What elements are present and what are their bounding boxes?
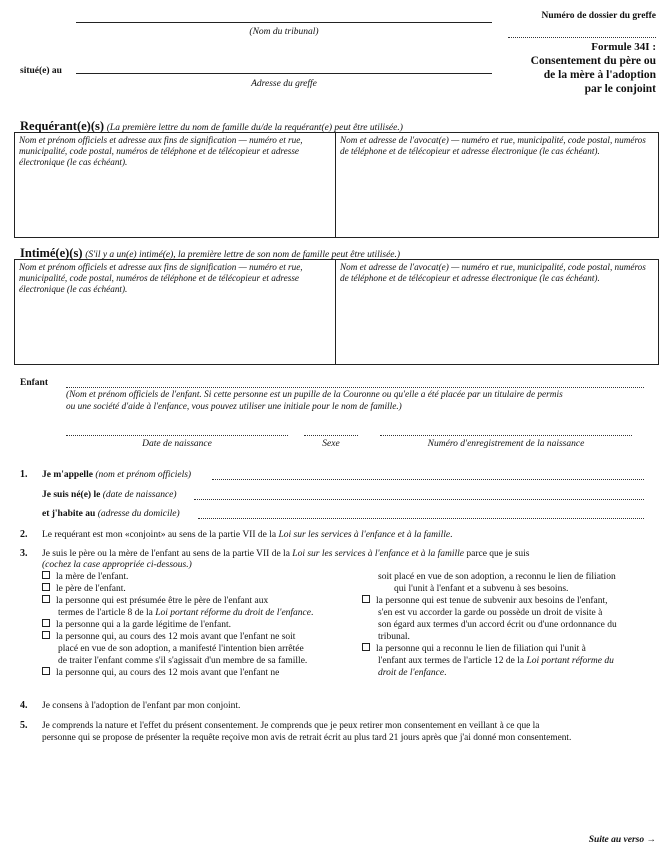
checkbox[interactable] xyxy=(42,595,50,603)
born-label-row xyxy=(42,489,177,501)
live-label-row xyxy=(42,508,180,520)
child-note-line: (Nom et prénom officiels de l'enfant. Si cette personne est un pupille de la Couronne ou qu'elle a été placée par un titulaire de permis xyxy=(66,390,563,400)
respondents-note: (S'il y a un(e) intimé(e), la première lettre de son nom de famille peut être utilisée.) xyxy=(85,250,401,260)
law-reference: droit de l'enfance xyxy=(378,668,445,678)
parent-status-text: Je suis le père ou la mère de l'enfant au sens de la partie VII de la xyxy=(42,549,293,559)
option-acknowledged-parentage[interactable] xyxy=(362,643,662,679)
option-lawful-custody[interactable] xyxy=(42,619,362,631)
option-label: l'enfant aux termes de l'article 12 de la xyxy=(378,656,527,666)
option-label: la mère de l'enfant. xyxy=(56,572,129,582)
child-sex-field[interactable] xyxy=(304,435,358,436)
option-label: . xyxy=(444,668,447,678)
option-label: la personne qui a la garde légitime de l'enfant. xyxy=(56,620,232,630)
child-birth-registration-field[interactable] xyxy=(380,435,632,436)
withdrawal-line: personne qui se propose de présenter la requête reçoive mon avis de retrait écrit au plus tard 21 jours après que j'ai donné mon consentement. xyxy=(42,733,572,743)
spouse-statement-text: Le requérant est mon «conjoint» au sens de la partie VII de la xyxy=(42,530,279,540)
child-dob-caption: Date de naissance xyxy=(142,439,212,449)
option-father[interactable] xyxy=(42,583,362,595)
checkbox[interactable] xyxy=(42,619,50,627)
item-number-2: 2. xyxy=(20,529,28,540)
checkbox[interactable] xyxy=(42,583,50,591)
court-name-line[interactable] xyxy=(76,22,492,23)
checkbox[interactable] xyxy=(42,631,50,639)
item-number-4: 4. xyxy=(20,700,28,711)
child-dob-field[interactable] xyxy=(66,435,288,436)
parent-name-field[interactable] xyxy=(212,479,644,480)
checkbox[interactable] xyxy=(42,667,50,675)
form-title-line: par le conjoint xyxy=(584,83,656,95)
applicants-box xyxy=(14,132,659,238)
law-reference: Loi sur les services à l'enfance et à la famille xyxy=(278,530,451,540)
parent-address-field[interactable] xyxy=(198,518,644,519)
withdrawal-statement xyxy=(42,720,662,744)
law-reference: Loi sur les services à l'enfance et à la famille xyxy=(292,549,464,559)
name-hint: (nom et prénom officiels) xyxy=(95,470,192,480)
live-label: et j'habite au xyxy=(42,509,96,519)
parent-status-text-end: parce que je suis xyxy=(463,549,530,559)
child-note-line: ou une société d'aide à l'enfance, vous pouvez utiliser une initiale pour le nom de famille.) xyxy=(66,402,402,412)
option-label: la personne qui a reconnu le lien de filiation qui l'unit à xyxy=(376,644,586,654)
respondent-name-address-cell[interactable]: Nom et prénom officiels et adresse aux fins de signification — numéro et rue, municipalité, code postal, numéros de téléphone et de télécopieur et adresse électronique (le cas échéant). xyxy=(19,262,303,294)
option-acknowledged-support-continued xyxy=(378,571,663,595)
option-presumed-father[interactable] xyxy=(42,595,372,619)
law-reference: Loi portant réforme du droit de l'enfance xyxy=(155,608,311,618)
item-number-5: 5. xyxy=(20,720,28,731)
court-name-caption: (Nom du tribunal) xyxy=(249,27,319,37)
option-label: la personne qui, au cours des 12 mois avant que l'enfant ne xyxy=(56,668,280,678)
option-label: la personne qui, au cours des 12 mois avant que l'enfant ne soit xyxy=(56,632,296,642)
option-label: . xyxy=(310,608,314,618)
form-number: Formule 34I : xyxy=(591,41,656,53)
option-label: soit placé en vue de son adoption, a reconnu le lien de filiation xyxy=(378,572,616,582)
child-birth-registration-caption: Numéro d'enregistrement de la naissance xyxy=(427,439,585,449)
court-address-caption: Adresse du greffe xyxy=(251,79,317,89)
respondents-box xyxy=(14,259,659,365)
child-name-field[interactable] xyxy=(66,387,644,388)
spouse-statement-end: . xyxy=(450,530,453,540)
option-label: de traiter l'enfant comme s'il s'agissait d'un membre de sa famille. xyxy=(58,656,308,666)
child-note xyxy=(66,389,656,413)
option-label: la personne qui est présumée être le père de l'enfant aux xyxy=(56,596,269,606)
withdrawal-line: Je comprends la nature et l'effet du présent consentement. Je comprends que je peux retirer mon consentement en veillant à ce que la xyxy=(42,721,540,731)
born-label: Je suis né(e) le xyxy=(42,490,101,500)
check-hint: (cochez la case appropriée ci-dessous.) xyxy=(42,560,192,570)
respondent-lawyer-cell[interactable]: Nom et adresse de l'avocat(e) — numéro et rue, municipalité, code postal, numéros de téléphone et de télécopieur et adresse électronique (le cas échéant). xyxy=(340,262,646,283)
name-label: Je m'appelle xyxy=(42,470,93,480)
consent-statement: Je consens à l'adoption de l'enfant par mon conjoint. xyxy=(42,701,241,711)
option-support-custody-access[interactable] xyxy=(362,595,662,643)
situated-label: situé(e) au xyxy=(20,66,62,76)
checkbox[interactable] xyxy=(362,643,370,651)
court-address-line[interactable] xyxy=(76,73,492,74)
applicants-note: (La première lettre du nom de famille du/de la requérant(e) peut être utilisée.) xyxy=(106,123,403,133)
option-label: qui l'unit à l'enfant et a subvenu à ses besoins. xyxy=(394,584,569,594)
option-label: s'en est vu accorder la garde ou possède un droit de visite à xyxy=(378,608,603,618)
parent-dob-field[interactable] xyxy=(194,499,644,500)
option-label: placé en vue de son adoption, a manifesté l'intention bien arrêtée xyxy=(58,644,304,654)
option-label: tribunal. xyxy=(378,632,410,642)
applicant-name-address-cell[interactable]: Nom et prénom officiels et adresse aux fins de signification — numéro et rue, municipalité, code postal, numéros de téléphone et de télécopieur et adresse électronique (le cas échéant). xyxy=(19,135,303,167)
checkbox[interactable] xyxy=(362,595,370,603)
law-reference: Loi portant réforme du xyxy=(526,656,614,666)
form-title xyxy=(480,54,656,96)
child-sex-caption: Sexe xyxy=(322,439,340,449)
born-hint: (date de naissance) xyxy=(102,490,177,500)
item-number-1: 1. xyxy=(20,469,28,480)
option-label: la personne qui est tenue de subvenir aux besoins de l'enfant, xyxy=(376,596,608,606)
live-hint: (adresse du domicile) xyxy=(97,509,180,519)
form-title-line: de la mère à l'adoption xyxy=(543,69,656,81)
file-number-field[interactable] xyxy=(508,37,656,38)
option-label: son égard aux termes d'un accord écrit ou d'une ordonnance du xyxy=(378,620,617,630)
option-settled-intention[interactable] xyxy=(42,631,372,667)
respondents-title: Intimé(e)(s) xyxy=(20,246,83,260)
form-title-line: Consentement du père ou xyxy=(530,55,656,67)
file-number-label: Numéro de dossier du greffe xyxy=(541,11,656,21)
option-label: le père de l'enfant. xyxy=(56,584,126,594)
option-label: termes de l'article 8 de la xyxy=(58,608,156,618)
child-label: Enfant xyxy=(20,378,48,388)
name-label-row xyxy=(42,469,191,481)
applicant-lawyer-cell[interactable]: Nom et adresse de l'avocat(e) — numéro et rue, municipalité, code postal, numéros de téléphone et de télécopieur et adresse électronique (le cas échéant). xyxy=(340,135,646,156)
option-acknowledged-support[interactable] xyxy=(42,667,372,679)
option-mother[interactable] xyxy=(42,571,362,583)
continued-overleaf: Suite au verso → xyxy=(588,835,656,845)
spouse-statement xyxy=(42,529,654,541)
applicants-title: Requérant(e)(s) xyxy=(20,119,105,133)
checkbox[interactable] xyxy=(42,571,50,579)
item-number-3: 3. xyxy=(20,548,28,559)
